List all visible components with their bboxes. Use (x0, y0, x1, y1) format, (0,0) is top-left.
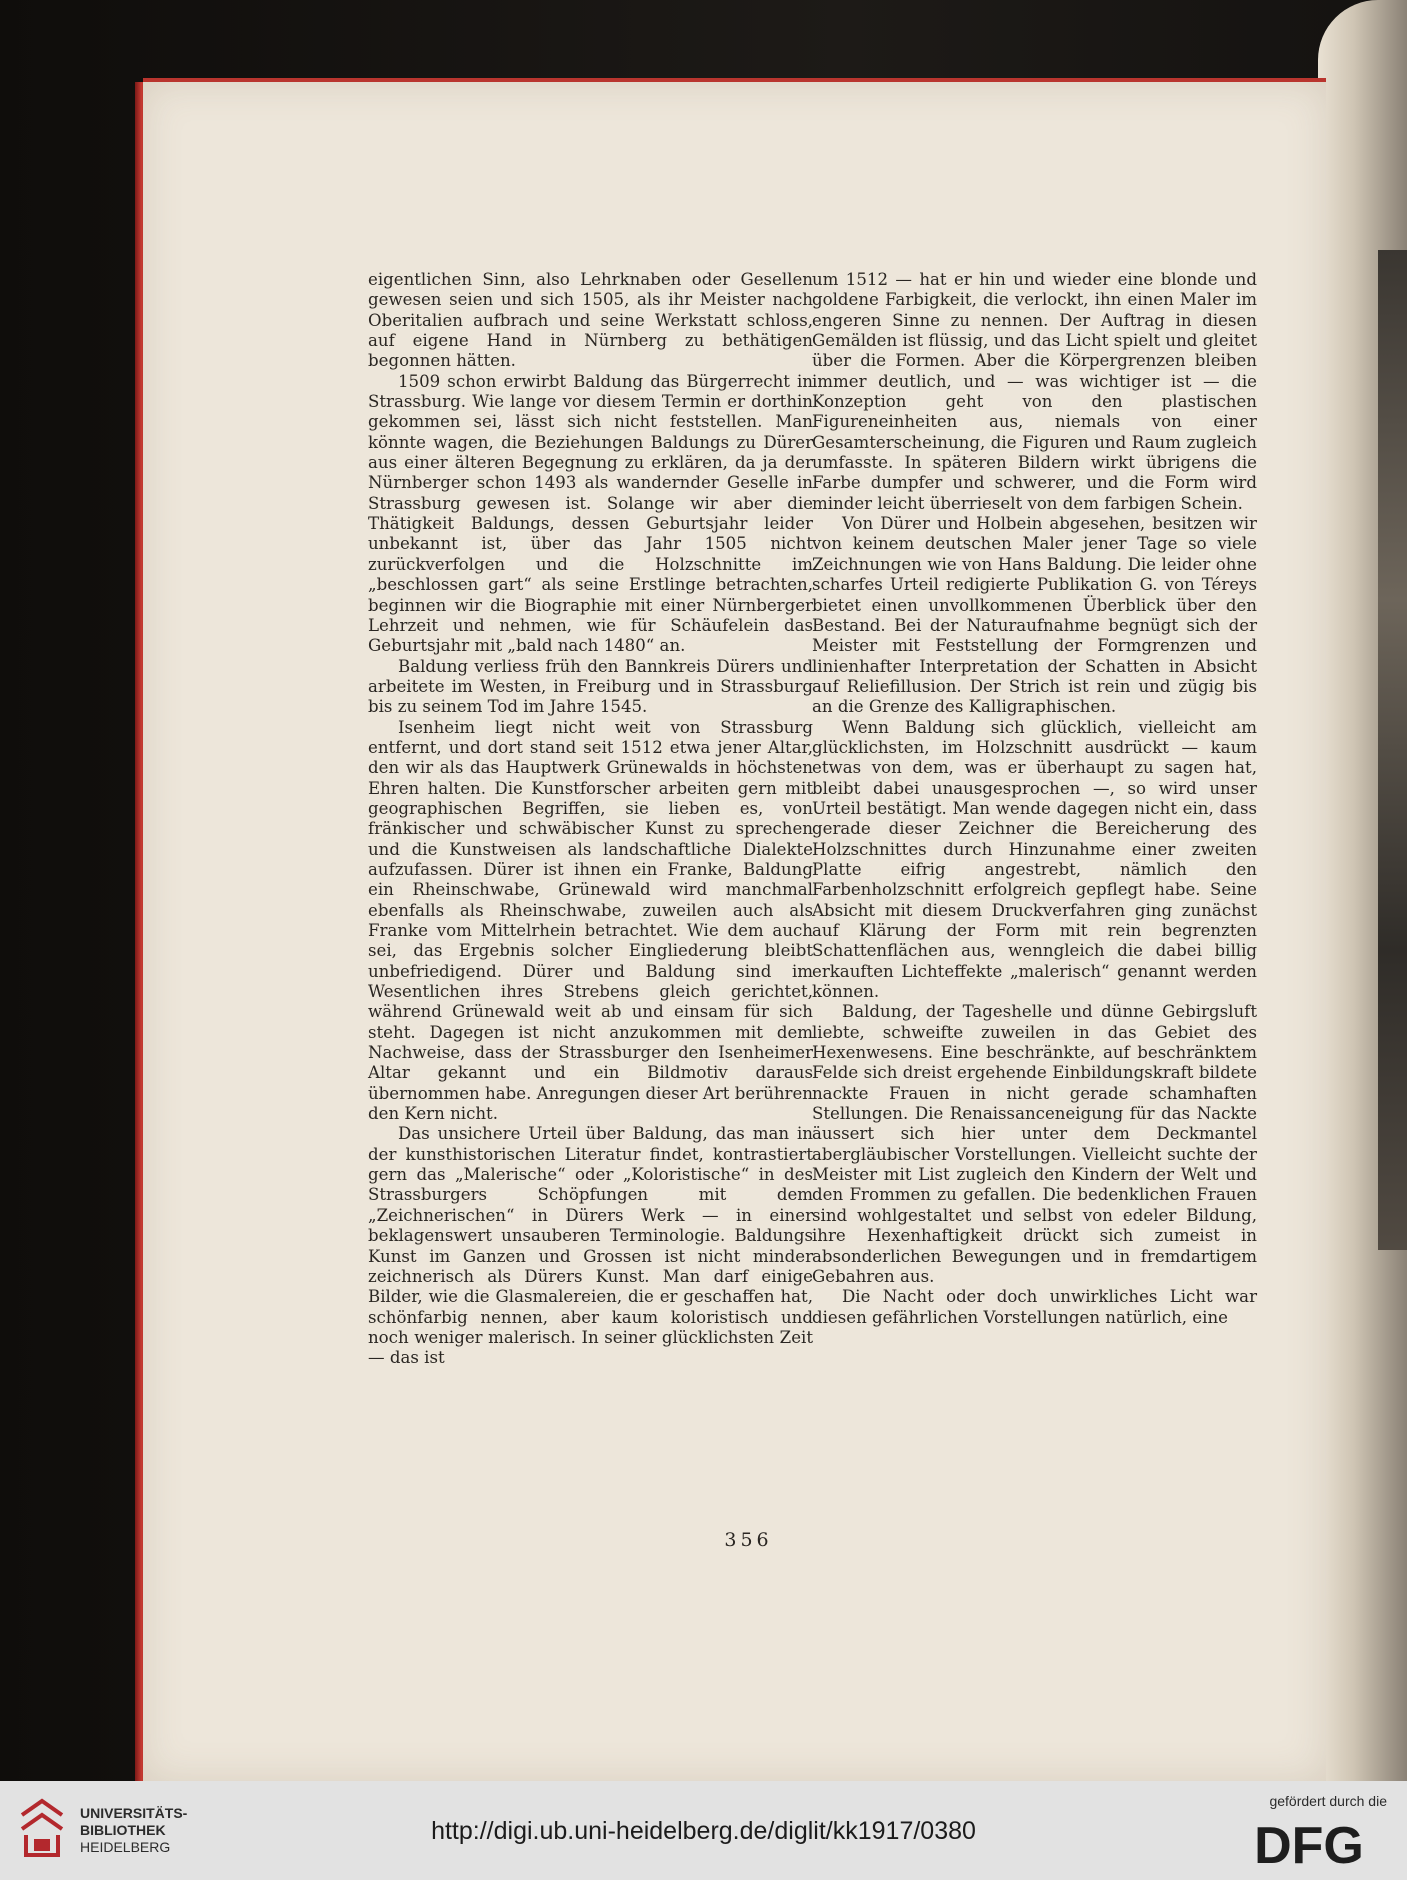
paragraph: eigentlichen Sinn, also Lehrknaben oder Gesellen gewesen seien und sich 1505, als ihr Meister nach Oberitalien aufbrach und seine Werkstatt schloss, auf eigene Hand in Nürnberg zu bethätigen begonnen hätten. (368, 270, 813, 371)
dfg-logo-text: DFG (1254, 1819, 1364, 1867)
paragraph: Die Nacht oder doch unwirkliches Licht war diesen gefährlichen Vorstellungen natürlich, eine (812, 1287, 1257, 1327)
institution-line: HEIDELBERG (80, 1839, 171, 1855)
paragraph: Baldung, der Tageshelle und dünne Gebirgsluft liebte, schweifte zuweilen in das Gebiet des Hexenwesens. Eine beschränkte, auf beschränktem Felde sich dreist ergehende Einbildungskraft bildete nackte Frauen in nicht gerade schamhaften Stellungen. Die Renaissanceneigung für das Nackte äussert sich hier unter dem Deckmantel abergläubischer Vorstellungen. Vielleicht suchte der Meister mit List zugleich den Kindern der Welt und den Frommen zu gefallen. Die bedenklichen Frauen sind wohlgestaltet und selbst von edeler Bildung, ihre Hexenhaftigkeit drückt sich zumeist in absonderlichen Bewegungen und in fremdartigem Gebahren aus. (812, 1002, 1257, 1286)
dfg-logo[interactable] (1235, 1819, 1383, 1867)
paragraph: Das unsichere Urteil über Baldung, das man in der kunsthistorischen Literatur findet, kontrastiert gern das „Malerische“ oder „Koloristische“ in des Strassburgers Schöpfungen mit dem „Zeichnerischen“ in Dürers Werk — in einer beklagenswert unsauberen Terminologie. Baldungs Kunst im Ganzen und Grossen ist nicht minder zeichnerisch als Dürers Kunst. Man darf einige Bilder, wie die Glasmalereien, die er geschaffen hat, schönfarbig nennen, aber kaum koloristisch und noch weniger malerisch. In seiner glücklichsten Zeit — das ist (368, 1124, 813, 1368)
text-column-right (812, 270, 1257, 1328)
funder-label: gefördert durch die (1269, 1793, 1387, 1809)
paragraph: Von Dürer und Holbein abgesehen, besitzen wir von keinem deutschen Maler jener Tage so viele Zeichnungen wie von Hans Baldung. Die leider ohne scharfes Urteil redigierte Publikation G. von Téreys bietet einen unvollkommenen Überblick über den Bestand. Bei der Naturaufnahme begnügt sich der Meister mit Feststellung der Formgrenzen und linienhafter Interpretation der Schatten in Absicht auf Reliefillusion. Der Strich ist rein und zügig bis an die Grenze des Kalligraphischen. (812, 514, 1257, 717)
library-footer-bar (0, 1781, 1407, 1880)
page-number: 356 (724, 1529, 773, 1551)
paragraph: Baldung verliess früh den Bannkreis Dürers und arbeitete im Westen, in Freiburg und in Strassburg bis zu seinem Tod im Jahre 1545. (368, 656, 813, 717)
paragraph: 1509 schon erwirbt Baldung das Bürgerrecht in Strassburg. Wie lange vor diesem Termin er dorthin gekommen sei, lässt sich nicht feststellen. Man könnte wagen, die Beziehungen Baldungs zu Dürer aus einer älteren Begegnung zu erklären, da ja der Nürnberger schon 1493 als wandernder Geselle in Strassburg gewesen ist. Solange wir aber die Thätigkeit Baldungs, dessen Geburtsjahr leider unbekannt ist, über das Jahr 1505 nicht zurückverfolgen und die Holzschnitte im „beschlossen gart“ als seine Erstlinge betrachten, beginnen wir die Biographie mit einer Nürnberger Lehrzeit und nehmen, wie für Schäufelein das Geburtsjahr mit „bald nach 1480“ an. (368, 371, 813, 656)
paragraph: um 1512 — hat er hin und wieder eine blonde und goldene Farbigkeit, die verlockt, ihn einen Maler im engeren Sinne zu nennen. Der Auftrag in diesen Gemälden ist flüssig, und das Licht spielt und gleitet über die Formen. Aber die Körpergrenzen bleiben immer deutlich, und — was wichtiger ist — die Konzeption geht von den plastischen Figureneinheiten aus, niemals von einer Gesamterscheinung, die Figuren und Raum zugleich umfasste. In späteren Bildern wirkt übrigens die Farbe dumpfer und schwerer, und die Form wird minder leicht überrieselt von dem farbigen Schein. (812, 270, 1257, 513)
paragraph: Isenheim liegt nicht weit von Strassburg entfernt, und dort stand seit 1512 etwa jener Altar, den wir als das Hauptwerk Grünewalds in höchsten Ehren halten. Die Kunstforscher arbeiten gern mit geographischen Begriffen, sie lieben es, von fränkischer und schwäbischer Kunst zu sprechen und die Kunstweisen als landschaftliche Dialekte aufzufassen. Dürer ist ihnen ein Franke, Baldung ein Rheinschwabe, Grünewald wird manchmal ebenfalls als Rheinschwabe, zuweilen auch als Franke vom Mittelrhein betrachtet. Wie dem auch sei, das Ergebnis solcher Eingliederung bleibt unbefriedigend. Dürer und Baldung sind im Wesentlichen ihres Strebens gleich gerichtet, während Grünewald weit ab und einsam für sich steht. Dagegen ist nicht anzukommen mit dem Nachweise, dass der Strassburger den Isenheimer Altar gekannt und ein Bildmotiv daraus übernommen habe. Anregungen dieser Art berühren den Kern nicht. (368, 717, 813, 1124)
institution-line: UNIVERSITÄTS- (80, 1805, 188, 1821)
permalink-url[interactable]: http://digi.ub.uni-heidelberg.de/diglit/kk1917/0380 (431, 1817, 976, 1845)
institution-line: BIBLIOTHEK (80, 1822, 166, 1838)
text-column-left (368, 270, 813, 1369)
paragraph: Wenn Baldung sich glücklich, vielleicht am glücklichsten, im Holzschnitt ausdrückt — kaum etwas von dem, was er überhaupt zu sagen hat, bleibt dabei unausgesprochen —, so wird unser Urteil bestätigt. Man wende dagegen nicht ein, dass gerade dieser Zeichner die Bereicherung des Holzschnittes durch Hinzunahme einer zweiten Platte eifrig angestrebt, nämlich den Farbenholzschnitt erfolgreich gepflegt habe. Seine Absicht mit diesem Druckverfahren ging zunächst auf Klärung der Form mit rein begrenzten Schattenflächen aus, wenngleich die dabei billig erkauften Lichteffekte „malerisch“ genannt werden können. (812, 717, 1257, 1002)
facing-page-illustration (1378, 250, 1407, 1250)
